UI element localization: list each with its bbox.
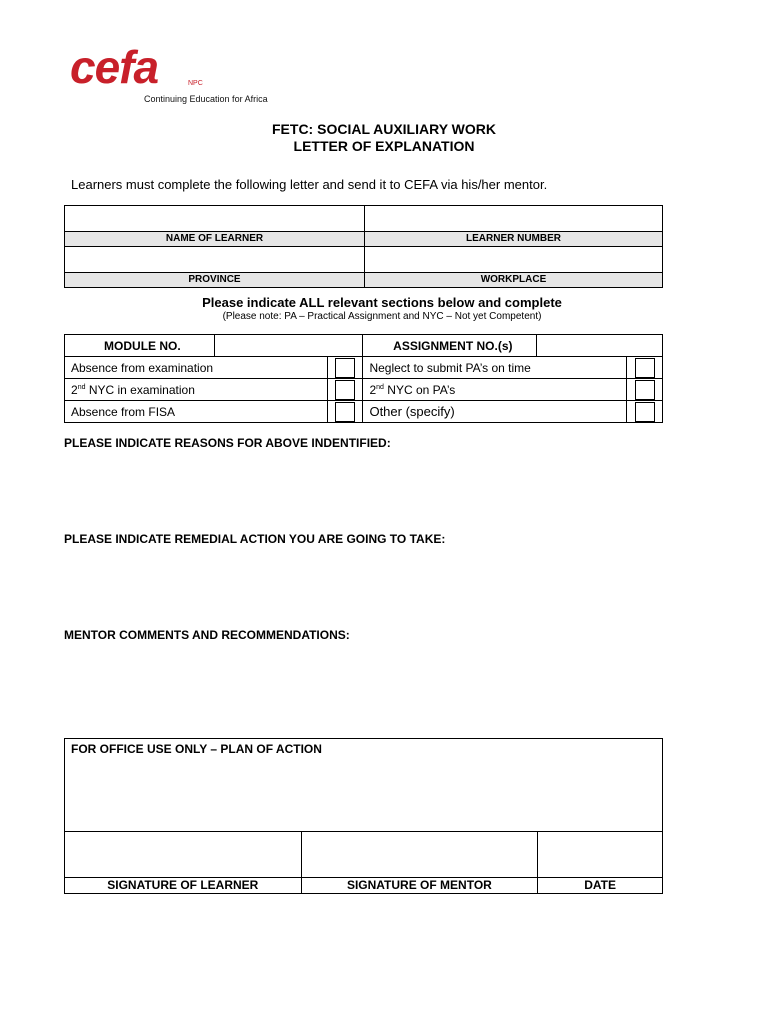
reasons-area[interactable]: [64, 455, 663, 525]
remedial-area[interactable]: [64, 551, 663, 621]
date-label: DATE: [538, 878, 663, 894]
checkbox-nyc-exam[interactable]: [335, 380, 355, 400]
learner-signature-field[interactable]: [65, 832, 302, 878]
document-title: FETC: SOCIAL AUXILIARY WORK: [272, 121, 496, 137]
office-use-table: [64, 738, 663, 894]
left-item-2: 2nd NYC in examination: [65, 379, 328, 401]
checkbox-other[interactable]: [635, 402, 655, 422]
office-title: FOR OFFICE USE ONLY – PLAN OF ACTION: [71, 742, 322, 756]
document-subtitle: LETTER OF EXPLANATION: [293, 138, 475, 154]
checkbox-absence-exam[interactable]: [335, 358, 355, 378]
remedial-heading: PLEASE INDICATE REMEDIAL ACTION YOU ARE GOING TO TAKE:: [64, 532, 446, 546]
learner-number-label: LEARNER NUMBER: [365, 232, 663, 247]
mentor-signature-label: SIGNATURE OF MENTOR: [301, 878, 538, 894]
checkbox-nyc-pa[interactable]: [635, 380, 655, 400]
module-no-field[interactable]: [214, 335, 363, 357]
right-item-2: 2nd NYC on PA’s: [363, 379, 627, 401]
module-table: [64, 334, 663, 423]
reasons-heading: PLEASE INDICATE REASONS FOR ABOVE INDENTIFIED:: [64, 436, 391, 450]
cefa-logo: [70, 40, 270, 110]
date-field[interactable]: [538, 832, 663, 878]
checkbox-neglect-pa[interactable]: [635, 358, 655, 378]
right-item-1: Neglect to submit PA’s on time: [363, 357, 627, 379]
logo-word: cefa: [70, 41, 159, 93]
checkbox-absence-fisa[interactable]: [335, 402, 355, 422]
workplace-field[interactable]: [365, 247, 663, 273]
logo-npc: NPC: [188, 80, 203, 87]
mentor-signature-field[interactable]: [301, 832, 538, 878]
instructions-note: (Please note: PA – Practical Assignment and NYC – Not yet Competent): [222, 311, 542, 322]
mentor-heading: MENTOR COMMENTS AND RECOMMENDATIONS:: [64, 628, 350, 642]
province-label: PROVINCE: [65, 273, 365, 288]
assignment-no-field[interactable]: [537, 335, 663, 357]
instructions-heading: Please indicate ALL relevant sections below and complete: [202, 295, 562, 310]
intro-text: Learners must complete the following letter and send it to CEFA via his/her mentor.: [71, 177, 548, 192]
left-item-1: Absence from examination: [65, 357, 328, 379]
province-field[interactable]: [65, 247, 365, 273]
learner-name-label: NAME OF LEARNER: [65, 232, 365, 247]
module-no-label: MODULE NO.: [65, 335, 215, 357]
learner-signature-label: SIGNATURE OF LEARNER: [65, 878, 302, 894]
mentor-area[interactable]: [64, 647, 663, 727]
office-plan-cell[interactable]: [65, 739, 663, 832]
assignment-no-label: ASSIGNMENT NO.(s): [363, 335, 537, 357]
right-item-3: Other (specify): [363, 401, 627, 423]
left-item-3: Absence from FISA: [65, 401, 328, 423]
learner-info-table: [64, 205, 663, 288]
logo-tagline: Continuing Education for Africa: [144, 94, 268, 104]
learner-name-field[interactable]: [65, 206, 365, 232]
learner-number-field[interactable]: [365, 206, 663, 232]
workplace-label: WORKPLACE: [365, 273, 663, 288]
